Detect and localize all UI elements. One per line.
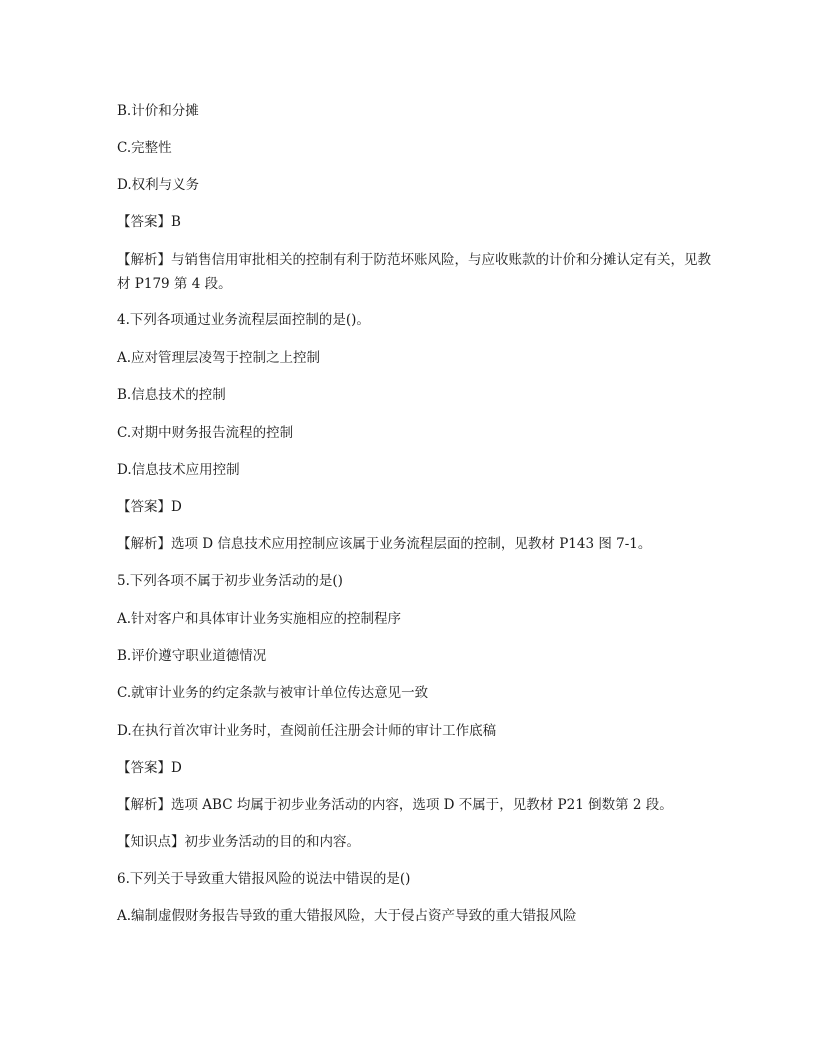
q5-option-b: B.评价遵守职业道德情况 (117, 648, 267, 664)
answer-q3: 【答案】B (117, 214, 181, 230)
knowledge-point-q5: 【知识点】初步业务活动的目的和内容。 (117, 834, 360, 850)
question-6: 6.下列关于导致重大错报风险的说法中错误的是() (117, 871, 411, 887)
answer-q4: 【答案】D (117, 499, 182, 515)
question-5: 5.下列各项不属于初步业务活动的是() (117, 573, 343, 589)
answer-q5: 【答案】D (117, 760, 182, 776)
explanation-q4: 【解析】选项 D 信息技术应用控制应该属于业务流程层面的控制，见教材 P143 图 7-1。 (117, 536, 652, 552)
option-c-completeness: C.完整性 (117, 140, 172, 156)
q5-option-d: D.在执行首次审计业务时，查阅前任注册会计师的审计工作底稿 (117, 723, 497, 739)
q5-option-a: A.针对客户和具体审计业务实施相应的控制程序 (117, 611, 402, 627)
explanation-q3: 【解析】与销售信用审批相关的控制有利于防范坏账风险，与应收账款的计价和分摊认定有关，见教材 P179 第 4 段。 (117, 252, 711, 292)
q5-option-c: C.就审计业务的约定条款与被审计单位传达意见一致 (117, 685, 429, 701)
q4-option-a: A.应对管理层凌驾于控制之上控制 (117, 350, 321, 366)
option-d-rights: D.权利与义务 (117, 177, 200, 193)
q4-option-d: D.信息技术应用控制 (117, 462, 240, 478)
q4-option-b: B.信息技术的控制 (117, 387, 226, 403)
option-b-valuation: B.计价和分摊 (117, 103, 199, 119)
q6-option-a: A.编制虚假财务报告导致的重大错报风险，大于侵占资产导致的重大错报风险 (117, 908, 577, 924)
q4-option-c: C.对期中财务报告流程的控制 (117, 425, 294, 441)
question-4: 4.下列各项通过业务流程层面控制的是()。 (117, 312, 370, 328)
explanation-q5: 【解析】选项 ABC 均属于初步业务活动的内容，选项 D 不属于，见教材 P21 倒数第 2 段。 (117, 797, 673, 813)
